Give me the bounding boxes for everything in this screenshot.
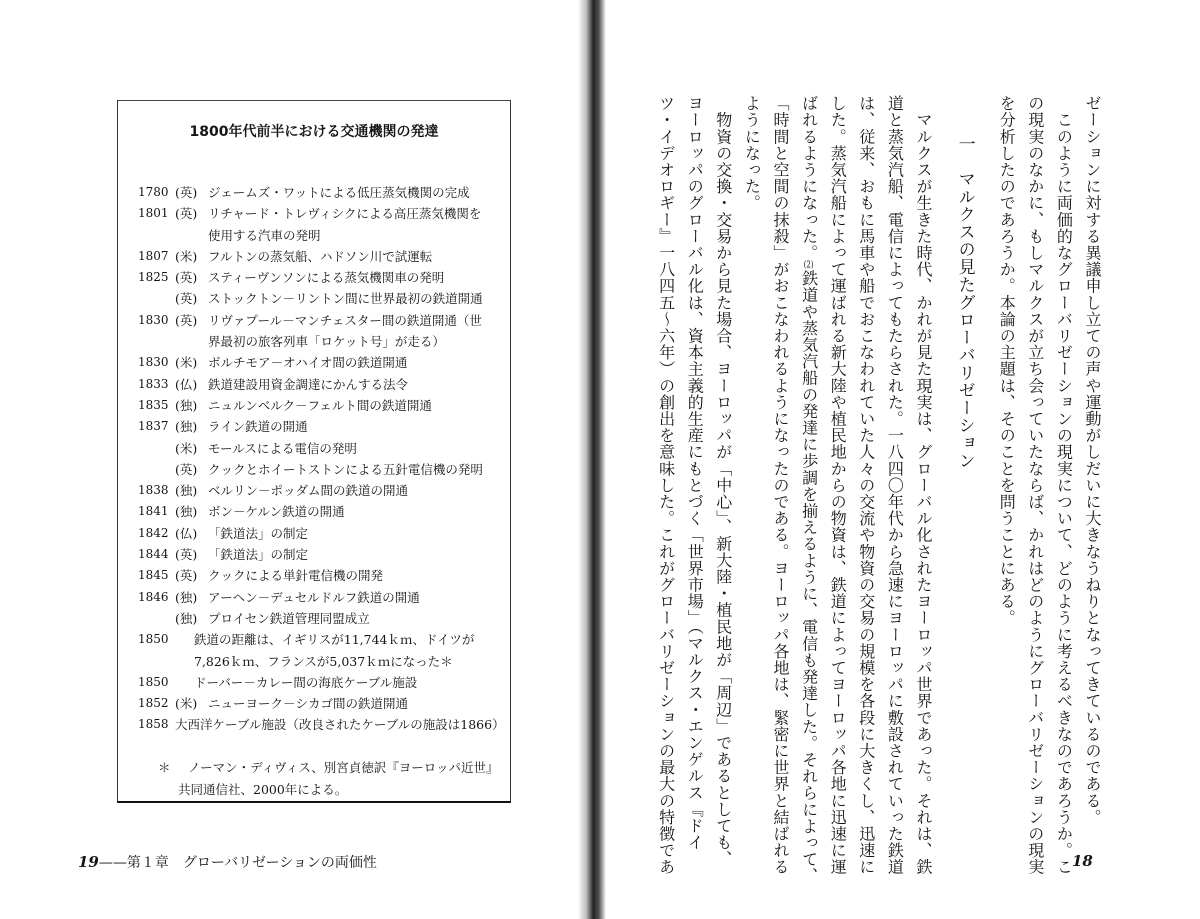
table-row (138, 459, 504, 480)
column-text: 道と蒸気汽船、電信によってもたらされた。一八四〇年代から急速にヨーロッパに敷設されていった鉄道 (885, 95, 905, 876)
column-text: は、従来、おもに馬車や船でおこなわれていた人々の交流や物資の交易の規模を各段に大きくし、迅速に (856, 95, 876, 876)
text-column (652, 95, 680, 875)
left-page-footer (78, 852, 377, 872)
text-column (852, 95, 880, 875)
row-country: (米) (175, 440, 198, 456)
table-row (138, 672, 504, 693)
row-country: (英) (175, 461, 198, 477)
table-row (138, 288, 504, 309)
row-year: 1825 (138, 270, 169, 285)
row-country: (英) (175, 568, 198, 584)
row-country: (独) (175, 610, 198, 626)
table-row (138, 395, 504, 416)
table-row (138, 587, 504, 608)
column-text: した。蒸気汽船によって運ばれる新大陸や植民地からの物資は、鉄道によってヨーロッパ各地に迅速に運 (828, 95, 848, 876)
row-text: ライン鉄道の開通 (208, 419, 308, 435)
text-column (795, 95, 823, 884)
table-row (138, 438, 504, 459)
row-text: ストックトン－リントン間に世界最初の鉄道開通 (208, 291, 483, 307)
table-row (138, 374, 504, 395)
table-row (138, 629, 504, 650)
row-country: (独) (175, 504, 198, 520)
row-country: (英) (175, 312, 198, 328)
text-column (823, 95, 851, 875)
row-year: 1830 (138, 312, 169, 327)
column-text: の現実のなかに、もしマルクスが立ち会っていたならば、かれはどのようにグローバリゼーションの現実 (1025, 95, 1045, 876)
row-text: モールスによる電信の発明 (208, 440, 357, 456)
row-country: (独) (175, 589, 198, 605)
column-text: を分析したのであろうか。本論の主題は、そのことを問うことにある。 (997, 95, 1017, 627)
row-country: (英) (175, 206, 198, 222)
row-year: 1807 (138, 248, 169, 263)
row-country: (米) (175, 355, 198, 371)
footnote-mark: ＊ (158, 760, 171, 775)
row-text: アーヘン－デュセルドルフ鉄道の開通 (208, 589, 420, 605)
row-year: 1850 (138, 674, 169, 689)
text-column (709, 95, 737, 867)
row-year: 1830 (138, 355, 169, 370)
row-year: 1801 (138, 206, 169, 221)
table-row (138, 182, 504, 203)
row-text: スティーヴンソンによる蒸気機関車の発明 (208, 270, 445, 286)
row-year: 1845 (138, 568, 169, 583)
page-number: 19 (78, 853, 99, 871)
table-row (138, 203, 504, 224)
row-country: (米) (175, 248, 198, 264)
text-column (909, 95, 937, 875)
row-text: 「鉄道法」の制定 (208, 525, 309, 541)
footnote-line: ノーマン・ディヴィス、別宮貞徳訳『ヨーロッパ近世』 (188, 760, 499, 775)
table-row (138, 714, 504, 735)
transport-history-table (117, 100, 511, 803)
row-year: 1858 (138, 717, 169, 732)
row-country: (独) (175, 483, 198, 499)
book-gutter (578, 0, 606, 919)
column-text: ばれるようになった。 (799, 95, 819, 261)
column-text: 「時間と空間の抹殺」がおこなわれるようになったのである。ヨーロッパ各地は、緊密に世界と結ばれる (771, 95, 790, 876)
column-text: ツ・イデオロギー』一八四五～六年）の創出を意味した。これがグローバリゼーションの最大の特徴であ (656, 95, 676, 876)
table-row (138, 501, 504, 522)
row-country: (独) (175, 397, 198, 413)
row-country: (米) (175, 696, 198, 712)
table-row (138, 480, 504, 501)
row-text: 大西洋ケーブル施設（改良されたケーブルの施設は1866） (175, 717, 505, 733)
row-year: 1842 (138, 525, 169, 540)
row-year: 1835 (138, 397, 169, 412)
row-year: 1846 (138, 589, 169, 604)
row-year: 1780 (138, 185, 169, 199)
row-country: (英) (175, 547, 198, 563)
row-text: ボルチモア－オハイオ間の鉄道開通 (208, 355, 408, 371)
row-text: ドーバー－カレー間の海底ケーブル施設 (194, 674, 418, 690)
row-text: 7,826ｋｍ、フランスが5,037ｋｍになった＊ (194, 653, 453, 669)
text-column (1049, 95, 1077, 875)
row-year: 1838 (138, 483, 169, 498)
column-text: 一 マルクスの見たグローバリゼーション (954, 135, 975, 470)
row-year: 1844 (138, 547, 169, 562)
row-country: (仏) (175, 525, 198, 541)
row-text: 使用する汽車の発明 (208, 227, 321, 243)
row-country: (英) (175, 270, 198, 286)
text-column (880, 95, 908, 875)
table-row-continuation (138, 225, 504, 246)
row-country: (独) (175, 419, 198, 435)
text-column (1021, 95, 1049, 875)
footnote-reference: (2) (803, 261, 814, 270)
row-text: ジェームズ・ワットによる低圧蒸気機関の完成 (208, 185, 470, 200)
text-column (1078, 95, 1106, 825)
table-row (138, 693, 504, 714)
section-heading (951, 135, 979, 469)
column-text: ヨーロッパのグローバル化は、資本主義的生産にもとづく「世界市場」（マルクス・エンゲルス『ドイ (685, 95, 705, 851)
row-text: 鉄道建設用資金調達にかんする法令 (208, 376, 409, 392)
row-year: 1837 (138, 419, 169, 434)
row-year: 1852 (138, 696, 169, 711)
row-text: ボン－ケルン鉄道の開通 (208, 504, 345, 520)
row-country: (仏) (175, 376, 198, 392)
table-row-continuation (138, 651, 504, 672)
table-row (138, 352, 504, 373)
table-row (138, 608, 504, 629)
row-text: プロイセン鉄道管理同盟成立 (208, 610, 370, 626)
row-text: 界最初の旅客列車「ロケット号」が走る） (208, 334, 445, 350)
row-text: リヴァプール－マンチェスター間の鉄道開通（世 (208, 312, 482, 328)
row-text: 「鉄道法」の制定 (208, 547, 309, 563)
table-row (138, 565, 504, 586)
column-text: ゼーションに対する異議申し立ての声や運動がしだいに大きなうねりとなってきているのである。 (1083, 95, 1102, 826)
row-year: 1833 (138, 376, 169, 391)
row-country: (英) (175, 291, 198, 307)
row-text: ニュルンベルク－フェルト間の鉄道開通 (208, 397, 432, 413)
row-text: クックによる単針電信機の開発 (208, 568, 384, 584)
row-text: ベルリン－ポッダム間の鉄道の開通 (208, 483, 409, 499)
text-column (737, 95, 765, 211)
row-text: ニューヨーク－シカゴ間の鉄道開通 (208, 696, 409, 712)
row-text: フルトンの蒸気船、ハドソン川で試運転 (208, 248, 433, 264)
column-text: ようになった。 (742, 95, 762, 212)
table-row (138, 310, 504, 331)
table-footnote (148, 757, 499, 801)
row-text: リチャード・トレヴィシクによる高圧蒸気機関を (208, 206, 482, 222)
running-head: ——第１章 グローバリゼーションの両価性 (98, 855, 377, 871)
row-text: クックとホイートストンによる五針電信機の発明 (208, 461, 483, 477)
row-year: 1850 (138, 632, 169, 647)
table-title: 1800年代前半における交通機関の発達 (189, 124, 439, 140)
text-column (680, 95, 708, 851)
row-country: (英) (175, 185, 198, 200)
table-rows (138, 182, 504, 736)
text-column (992, 95, 1020, 626)
table-row-continuation (138, 331, 504, 352)
table-row (138, 267, 504, 288)
table-row (138, 523, 504, 544)
table-row (138, 416, 504, 437)
table-row (138, 246, 504, 267)
row-text: 鉄道の距離は、イギリスが11,744ｋｍ、ドイツが (194, 632, 475, 648)
page-number: 18 (1072, 852, 1093, 870)
text-column (766, 95, 794, 875)
column-text: 物資の交換・交易から見た場合、ヨーロッパが「中心」、新大陸・植民地が「周辺」であるとしても、 (713, 95, 733, 868)
column-text: このように両価的なグローバリゼーションの現実について、どのように考えるべきなのであろうか。こ (1054, 95, 1074, 876)
table-row (138, 544, 504, 565)
row-year: 1841 (138, 504, 169, 519)
footnote-line: 共同通信社、2000年による。 (178, 782, 348, 797)
column-text: マルクスが生きた時代、かれが見た現実は、グローバル化されたヨーロッパ世界であった。それは、鉄 (914, 95, 933, 876)
column-text: 鉄道や蒸気汽船の発達に歩調を揃えるように、電信も発達した。それらによって、 (799, 270, 819, 885)
